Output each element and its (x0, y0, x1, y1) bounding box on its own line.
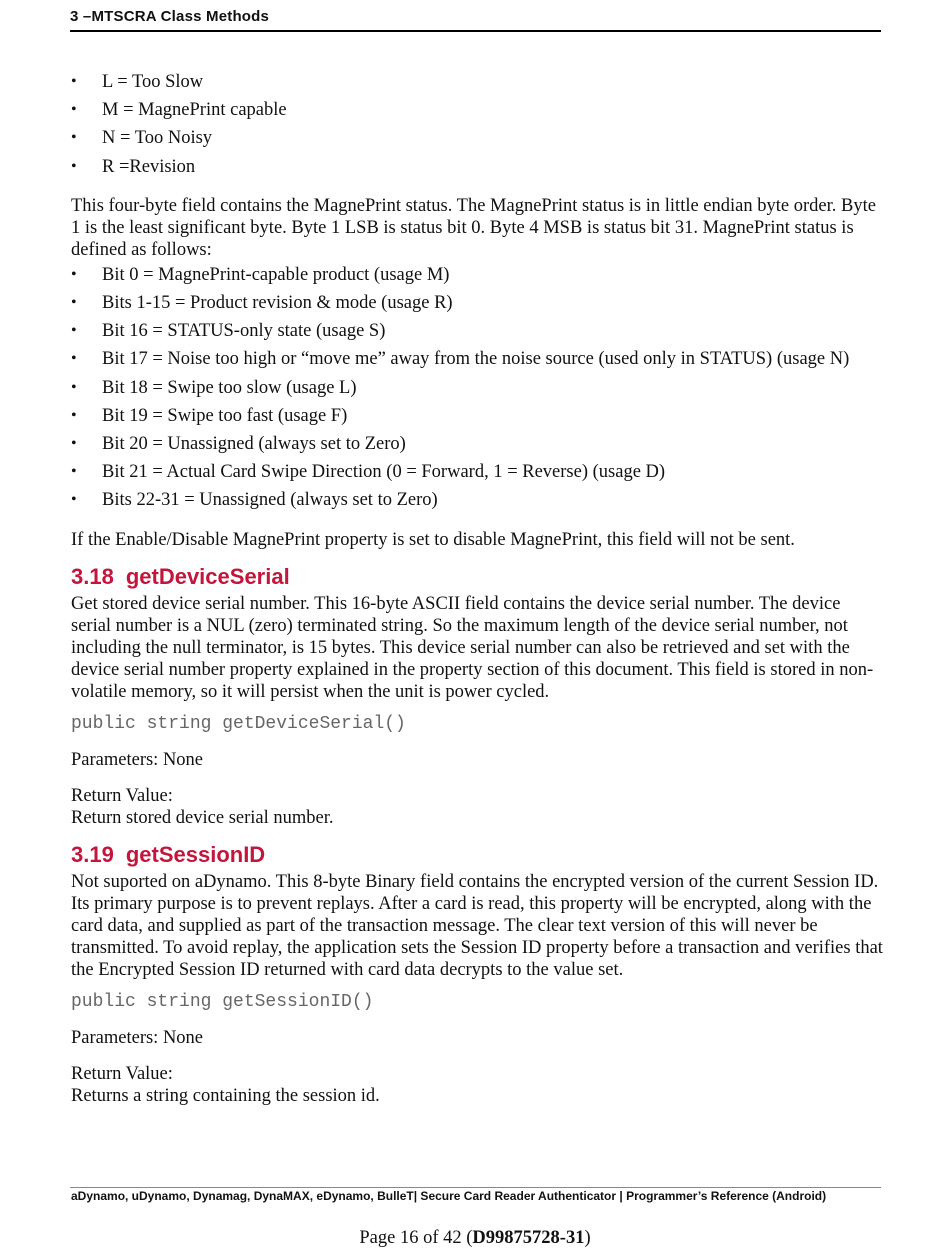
list-item: • Bit 0 = MagnePrint-capable product (usage M) (71, 261, 883, 289)
section-title: getDeviceSerial (125, 563, 290, 589)
list-item: • Bit 16 = STATUS-only state (usage S) (71, 317, 883, 345)
list-item: • Bits 1-15 = Product revision & mode (usage R) (71, 289, 883, 317)
list-item: • M = MagnePrint capable (71, 96, 883, 124)
page-number (0, 1227, 950, 1249)
page-number-prefix: Page 16 of 42 ( (359, 1228, 473, 1248)
header-title: 3 –MTSCRA Class Methods (70, 8, 270, 25)
list-item: • Bit 21 = Actual Card Swipe Direction (0 = Forward, 1 = Reverse) (usage D) (71, 458, 883, 486)
section-number: 3.18 (71, 563, 114, 589)
section-heading-3-19 (71, 839, 883, 871)
list-item: • L = Too Slow (71, 68, 883, 96)
page-number-suffix: ) (584, 1228, 591, 1248)
list-item: • N = Too Noisy (71, 124, 883, 152)
return-value-description: Return stored device serial number. (71, 807, 334, 828)
return-value-label: Return Value: (71, 1063, 173, 1084)
code-signature: public string getSessionID() (71, 991, 374, 1012)
magneprint-intro-paragraph: This four-byte field contains the MagnePrint status. The MagnePrint status is in little endian byte order. Byte 1 is the least significant byte. Byte 1 LSB is status bit 0. Byte 4 MSB is status bit 31. MagnePrint status is defined as follows: (71, 195, 876, 260)
footer-divider (70, 1187, 881, 1188)
section-title: getSessionID (125, 841, 266, 867)
usage-code-list (71, 68, 883, 181)
list-item: • Bit 20 = Unassigned (always set to Zero) (71, 430, 883, 458)
list-item: • R =Revision (71, 153, 883, 181)
section-heading-3-18 (71, 561, 883, 593)
code-signature: public string getDeviceSerial() (71, 713, 406, 734)
magneprint-note: If the Enable/Disable MagnePrint property is set to disable MagnePrint, this field will not be sent. (71, 529, 795, 550)
page-content (71, 68, 883, 1107)
footer-product-note: aDynamo, uDynamo, Dynamag, DynaMAX, eDynamo, BulleT| Secure Card Reader Authenticator | Programmer’s Reference (Android) (71, 1189, 827, 1203)
status-bits-list (71, 261, 883, 515)
section-body: Not suported on aDynamo. This 8-byte Binary field contains the encrypted version of the current Session ID. Its primary purpose is to prevent replays. After a card is read, this property will be encrypted, along with the card data, and supplied as part of the transaction message. The clear text version of this will never be transmitted. To avoid replay, the application sets the Session ID property before a transaction and verifies that the Encrypted Session ID returned with card data decrypts to the value set. (71, 871, 883, 980)
section-number: 3.19 (71, 841, 114, 867)
list-item: • Bit 18 = Swipe too slow (usage L) (71, 374, 883, 402)
section-body: Get stored device serial number. This 16-byte ASCII field contains the device serial number. The device serial number is a NUL (zero) terminated string. So the maximum length of the device serial number, not including the null terminator, is 15 bytes. This device serial number can also be retrieved and set with the device serial number property explained in the property section of this document. This field is stored in non-volatile memory, so it will persist when the unit is power cycled. (71, 593, 874, 702)
return-value-description: Returns a string containing the session id. (71, 1085, 380, 1106)
list-item: • Bits 22-31 = Unassigned (always set to Zero) (71, 486, 883, 514)
list-item: • Bit 19 = Swipe too fast (usage F) (71, 402, 883, 430)
parameters-text: Parameters: None (71, 1027, 204, 1048)
page-header (70, 6, 881, 32)
return-value-label: Return Value: (71, 785, 173, 806)
list-item: • Bit 17 = Noise too high or “move me” away from the noise source (used only in STATUS) (usage N) (71, 345, 883, 373)
document-number: D99875728-31 (472, 1228, 585, 1248)
parameters-text: Parameters: None (71, 749, 204, 770)
